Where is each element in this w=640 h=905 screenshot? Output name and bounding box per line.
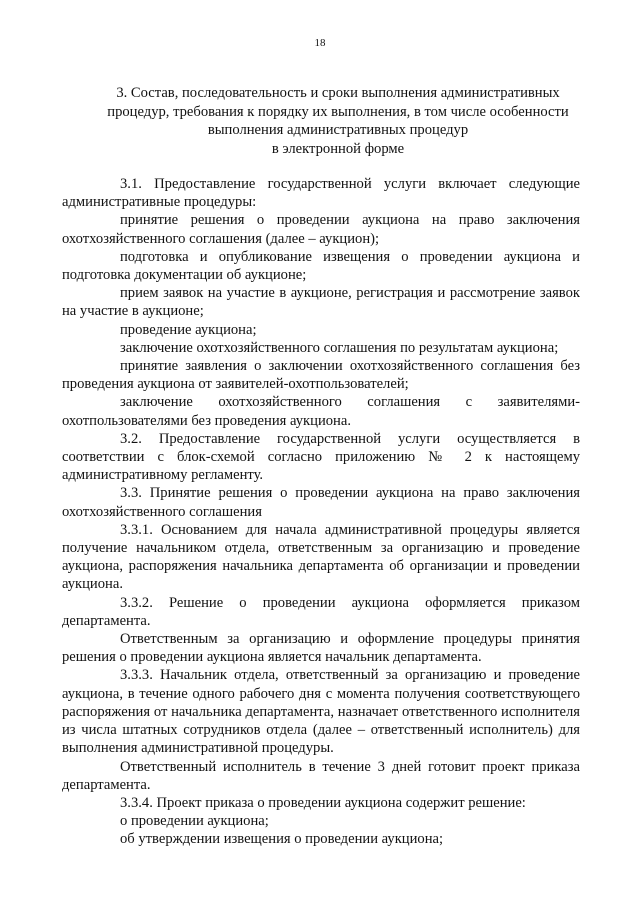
paragraph-3-3-4: 3.3.4. Проект приказа о проведении аукциона содержит решение:	[120, 794, 526, 811]
list-item: о проведении аукциона;	[120, 813, 269, 830]
list-item: об утверждении извещения о проведении аукциона;	[120, 831, 444, 848]
section-heading-line: в электронной форме	[271, 140, 405, 157]
list-item: заключение охотхозяйственного соглашения с заявителями-охотпользователями без проведения аукциона.	[62, 394, 580, 429]
list-item: принятие заявления о заключении охотхозяйственного соглашения без проведения аукциона от заявителей-охотпользователей;	[62, 358, 580, 393]
paragraph-3-3-1: 3.3.1. Основанием для начала административной процедуры является получение начальником отдела, ответственным за организацию и проведение аукциона, распоряжения начальника департамента об организации и проведении аукциона.	[62, 521, 580, 593]
section-heading-line: процедур, требования к порядку их выполнения, в том числе особенности	[107, 103, 569, 120]
page-number: 18	[314, 37, 326, 49]
section-heading-line: выполнения административных процедур	[207, 122, 469, 139]
paragraph-3-2: 3.2. Предоставление государственной услуги осуществляется в соответствии с блок-схемой согласно приложению № 2 к настоящему административному регламенту.	[62, 430, 580, 484]
list-item: принятие решения о проведении аукциона на право заключения охотхозяйственного соглашения (далее – аукцион);	[62, 212, 580, 247]
paragraph: Ответственным за организацию и оформление процедуры принятия решения о проведении аукциона является начальник департамента.	[62, 631, 580, 666]
paragraph-3-3-3: 3.3.3. Начальник отдела, ответственный за организацию и проведение аукциона, в течение одного рабочего дня с момента получения соответствующего распоряжения от начальника департамента, назначает ответственного исполнителя из числа штатных сотрудников отдела (далее – ответственный исполнитель) для выполнения административной процедуры.	[62, 667, 580, 757]
list-item: проведение аукциона;	[120, 321, 257, 338]
section-heading-line: 3. Состав, последовательность и сроки выполнения административных	[116, 85, 560, 101]
list-item: подготовка и опубликование извещения о проведении аукциона и подготовка документации об аукционе;	[62, 248, 580, 284]
section-heading	[96, 84, 580, 158]
list-item: прием заявок на участие в аукционе, регистрация и рассмотрение заявок на участие в аукционе;	[62, 285, 580, 320]
paragraph-3-3-2: 3.3.2. Решение о проведении аукциона оформляется приказом департамента.	[62, 594, 580, 629]
list-item: заключение охотхозяйственного соглашения по результатам аукциона;	[120, 339, 559, 356]
document-body	[62, 175, 580, 849]
paragraph-3-3: 3.3. Принятие решения о проведении аукциона на право заключения охотхозяйственного соглашения	[62, 485, 580, 520]
paragraph: Ответственный исполнитель в течение 3 дней готовит проект приказа департамента.	[62, 758, 580, 793]
paragraph-3-1: 3.1. Предоставление государственной услуги включает следующие административные процедуры:	[62, 176, 580, 211]
